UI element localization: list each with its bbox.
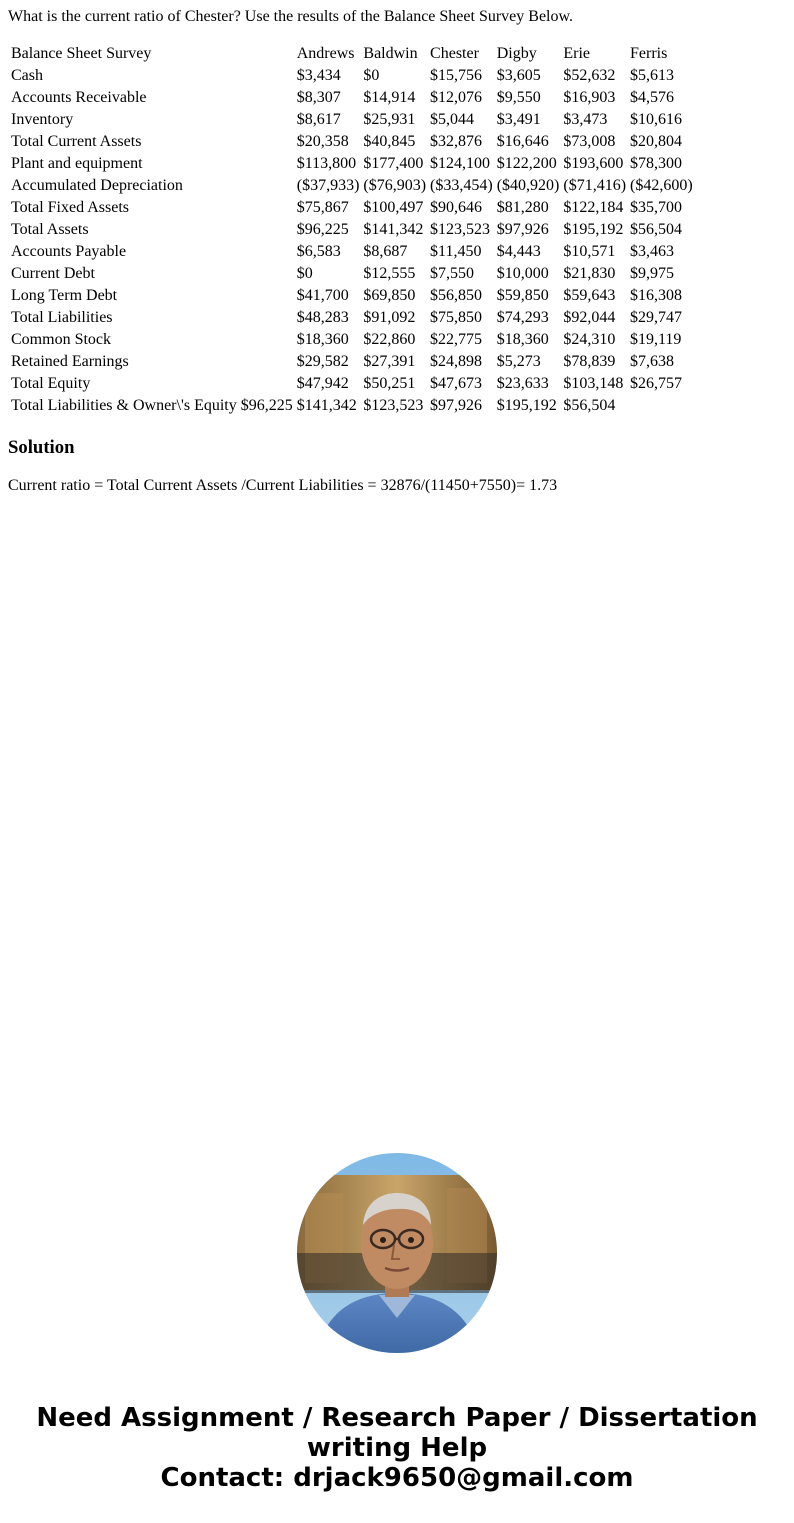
table-cell: $41,700 bbox=[296, 287, 349, 304]
table-cell: $52,632 bbox=[563, 67, 616, 84]
table-cell: $195,192 bbox=[496, 397, 557, 414]
table-cell: ($76,903) bbox=[363, 177, 427, 194]
table-cell: Total Liabilities bbox=[11, 309, 113, 326]
table-cell: $20,358 bbox=[296, 133, 349, 150]
table-cell: $5,613 bbox=[630, 67, 675, 84]
table-cell: $8,617 bbox=[296, 111, 341, 128]
table-cell: $195,192 bbox=[563, 221, 624, 238]
table-cell: $40,845 bbox=[363, 133, 416, 150]
table-cell: $73,008 bbox=[563, 133, 616, 150]
table-cell: $24,898 bbox=[430, 353, 483, 370]
table-cell: $18,360 bbox=[496, 331, 549, 348]
table-cell: $16,308 bbox=[630, 287, 683, 304]
table-cell: Long Term Debt bbox=[11, 287, 118, 304]
table-cell: $56,504 bbox=[563, 397, 616, 414]
table-cell: Current Debt bbox=[11, 265, 95, 282]
table-header-cell: Digby bbox=[496, 45, 537, 62]
table-cell: $27,391 bbox=[363, 353, 416, 370]
table-cell: $3,463 bbox=[630, 243, 675, 260]
table-cell: Accounts Payable bbox=[11, 243, 127, 260]
table-row bbox=[10, 220, 694, 240]
solution-heading: Solution bbox=[8, 437, 75, 458]
table-cell: $97,926 bbox=[430, 397, 483, 414]
table-cell: Common Stock bbox=[11, 331, 112, 348]
table-cell: $92,044 bbox=[563, 309, 616, 326]
table-cell: $100,497 bbox=[363, 199, 424, 216]
table-row bbox=[10, 374, 694, 394]
table-row bbox=[10, 264, 694, 284]
footer-line-3: Contact: drjack9650@gmail.com bbox=[160, 1463, 634, 1493]
author-photo bbox=[297, 1153, 497, 1353]
table-row bbox=[10, 88, 694, 108]
table-cell: $20,804 bbox=[630, 133, 683, 150]
table-header-cell: Balance Sheet Survey bbox=[11, 45, 152, 62]
balance-sheet-table bbox=[8, 42, 696, 418]
table-header-cell: Baldwin bbox=[363, 45, 418, 62]
table-cell: $124,100 bbox=[430, 155, 491, 172]
table-cell: $21,830 bbox=[563, 265, 616, 282]
table-cell: $23,633 bbox=[496, 375, 549, 392]
table-cell: $193,600 bbox=[563, 155, 624, 172]
table-cell: $4,576 bbox=[630, 89, 675, 106]
table-cell: $26,757 bbox=[630, 375, 683, 392]
table-row bbox=[10, 198, 694, 218]
table-cell: Accounts Receivable bbox=[11, 89, 147, 106]
question-text: What is the current ratio of Chester? Use the results of the Balance Sheet Survey Below. bbox=[8, 8, 574, 25]
table-cell: $24,310 bbox=[563, 331, 616, 348]
table-cell: $8,687 bbox=[363, 243, 408, 260]
table-cell: ($40,920) bbox=[496, 177, 560, 194]
table-cell: $3,473 bbox=[563, 111, 608, 128]
table-cell: $0 bbox=[296, 265, 313, 282]
author-avatar bbox=[297, 1153, 497, 1353]
table-cell: $75,850 bbox=[430, 309, 483, 326]
table-cell: ($71,416) bbox=[563, 177, 627, 194]
table-cell: $122,184 bbox=[563, 199, 624, 216]
table-cell: $56,850 bbox=[430, 287, 483, 304]
table-cell: $75,867 bbox=[296, 199, 349, 216]
table-header-row bbox=[10, 44, 694, 64]
table-row bbox=[10, 132, 694, 152]
table-cell: $3,491 bbox=[496, 111, 541, 128]
table-cell: $47,673 bbox=[430, 375, 483, 392]
table-cell: $14,914 bbox=[363, 89, 416, 106]
table-cell: $113,800 bbox=[296, 155, 357, 172]
table-cell: $50,251 bbox=[363, 375, 416, 392]
table-cell: $19,119 bbox=[630, 331, 682, 348]
table-cell: ($42,600) bbox=[630, 177, 693, 194]
table-cell: $25,931 bbox=[363, 111, 416, 128]
table-cell: $78,839 bbox=[563, 353, 616, 370]
table-cell: $11,450 bbox=[430, 243, 482, 260]
table-header-cell: Erie bbox=[563, 45, 591, 62]
table-cell: $16,903 bbox=[563, 89, 616, 106]
table-cell: Total Current Assets bbox=[11, 133, 142, 150]
table-cell: $9,975 bbox=[630, 265, 675, 282]
footer-line-2: writing Help bbox=[306, 1433, 488, 1463]
table-cell: $7,550 bbox=[430, 265, 475, 282]
table-cell: $18,360 bbox=[296, 331, 349, 348]
table-cell: $12,076 bbox=[430, 89, 483, 106]
table-cell: $12,555 bbox=[363, 265, 416, 282]
solution-text: Current ratio = Total Current Assets /Current Liabilities = 32876/(11450+7550)= 1.73 bbox=[8, 477, 558, 494]
table-cell: $5,273 bbox=[496, 353, 541, 370]
table-cell: Inventory bbox=[11, 111, 74, 128]
table-cell: $8,307 bbox=[296, 89, 341, 106]
table-cell: $69,850 bbox=[363, 287, 416, 304]
table-cell bbox=[629, 396, 694, 416]
table-cell: Total Liabilities & Owner\'s Equity $96,225 bbox=[11, 397, 293, 414]
table-row bbox=[10, 352, 694, 372]
table-row bbox=[10, 66, 694, 86]
table-cell: $3,605 bbox=[496, 67, 541, 84]
table-cell: $177,400 bbox=[363, 155, 424, 172]
table-cell: $59,850 bbox=[496, 287, 549, 304]
table-cell: $141,342 bbox=[296, 397, 357, 414]
table-cell: $78,300 bbox=[630, 155, 683, 172]
table-cell: $10,571 bbox=[563, 243, 616, 260]
table-cell: $22,860 bbox=[363, 331, 416, 348]
table-header-cell: Ferris bbox=[630, 45, 668, 62]
table-cell: Plant and equipment bbox=[11, 155, 143, 172]
table-cell: $29,582 bbox=[296, 353, 349, 370]
table-cell: $96,225 bbox=[296, 221, 349, 238]
table-cell: $90,646 bbox=[430, 199, 483, 216]
table-cell: Accumulated Depreciation bbox=[11, 177, 183, 194]
table-cell: ($33,454) bbox=[430, 177, 493, 194]
table-cell: $9,550 bbox=[496, 89, 541, 106]
table-cell: $48,283 bbox=[296, 309, 349, 326]
table-cell: $47,942 bbox=[296, 375, 349, 392]
table-cell: $97,926 bbox=[496, 221, 549, 238]
footer-promo bbox=[0, 1403, 794, 1493]
table-cell: $3,434 bbox=[296, 67, 341, 84]
table-cell: Retained Earnings bbox=[11, 353, 129, 370]
table-cell: $91,092 bbox=[363, 309, 416, 326]
footer-line-1: Need Assignment / Research Paper / Dissertation bbox=[36, 1403, 758, 1433]
table-cell: ($37,933) bbox=[296, 177, 360, 194]
table-cell: $16,646 bbox=[496, 133, 549, 150]
table-cell: $7,638 bbox=[630, 353, 675, 370]
table-cell: $10,616 bbox=[630, 111, 683, 128]
table-row bbox=[10, 308, 694, 328]
table-cell: $59,643 bbox=[563, 287, 616, 304]
table-cell: $123,523 bbox=[363, 397, 424, 414]
table-cell: $81,280 bbox=[496, 199, 549, 216]
table-cell: $29,747 bbox=[630, 309, 683, 326]
table-cell: Total Fixed Assets bbox=[11, 199, 129, 216]
table-cell: $5,044 bbox=[430, 111, 475, 128]
table-cell: $103,148 bbox=[563, 375, 624, 392]
table-row bbox=[10, 176, 694, 196]
table-header-cell: Chester bbox=[430, 45, 479, 62]
table-row bbox=[10, 396, 694, 416]
table-cell: Total Assets bbox=[11, 221, 89, 238]
table-cell: $6,583 bbox=[296, 243, 341, 260]
table-cell: $56,504 bbox=[630, 221, 683, 238]
table-row bbox=[10, 330, 694, 350]
table-cell: $32,876 bbox=[430, 133, 483, 150]
table-row bbox=[10, 154, 694, 174]
table-cell: $74,293 bbox=[496, 309, 549, 326]
table-cell: $35,700 bbox=[630, 199, 683, 216]
table-cell: $123,523 bbox=[430, 221, 491, 238]
table-cell: Cash bbox=[11, 67, 43, 84]
table-row bbox=[10, 242, 694, 262]
table-cell: $10,000 bbox=[496, 265, 549, 282]
table-cell: $0 bbox=[363, 67, 380, 84]
table-cell: $122,200 bbox=[496, 155, 557, 172]
table-header-cell: Andrews bbox=[296, 45, 355, 62]
table-cell: $4,443 bbox=[496, 243, 541, 260]
table-row bbox=[10, 286, 694, 306]
table-cell: $141,342 bbox=[363, 221, 424, 238]
table-cell: Total Equity bbox=[11, 375, 91, 392]
table-cell: $15,756 bbox=[430, 67, 483, 84]
table-row bbox=[10, 110, 694, 130]
table-cell: $22,775 bbox=[430, 331, 483, 348]
